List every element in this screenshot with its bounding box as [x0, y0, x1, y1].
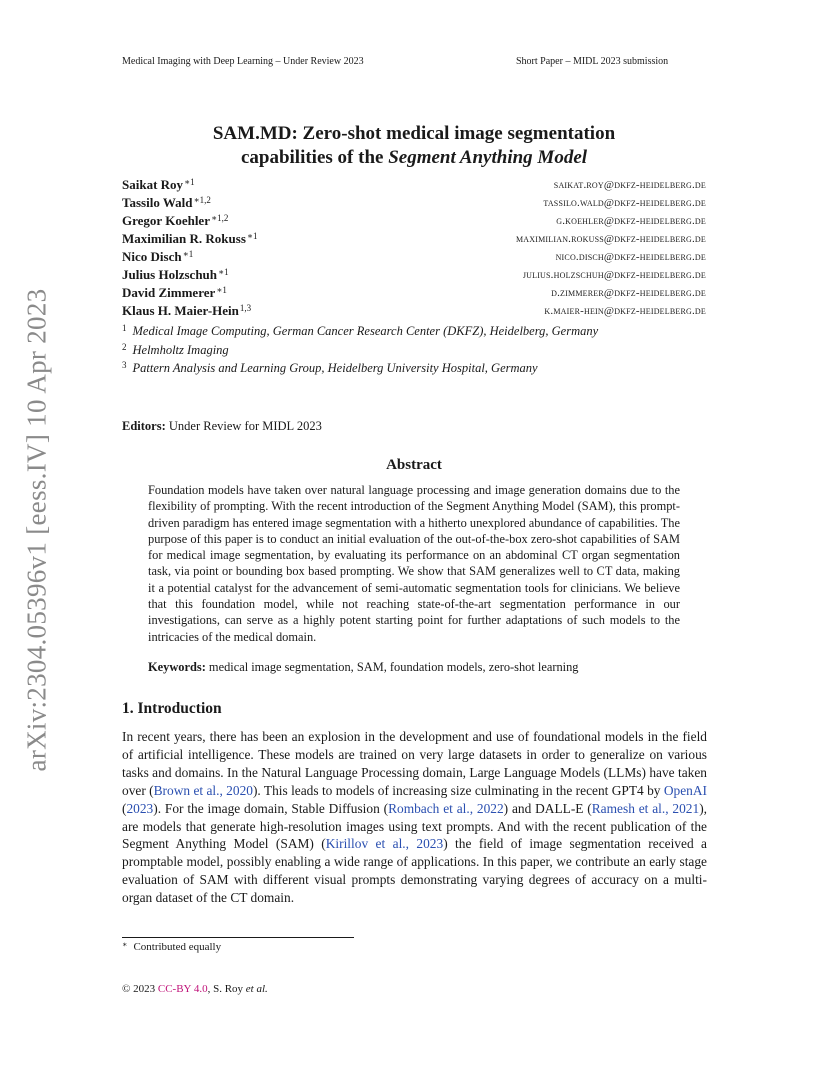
- citation-link[interactable]: Kirillov et al., 2023: [325, 836, 444, 852]
- author-affiliation-marker: ∗1: [182, 249, 194, 259]
- affiliation-text: Pattern Analysis and Learning Group, Heidelberg University Hospital, Germany: [132, 361, 538, 375]
- copyright-suffix: , S. Roy: [207, 983, 246, 995]
- introduction-paragraph: [122, 728, 707, 907]
- author-row: [122, 231, 706, 249]
- author-email[interactable]: maximilian.rokuss@dkfz-heidelberg.de: [515, 233, 706, 245]
- author-row: [122, 249, 706, 267]
- intro-text: ), are models that generate high-resolution images using text prompts. And with the recent publication of the Segment Anything Model (SAM) (: [122, 800, 707, 852]
- author-name: Saikat Roy: [122, 177, 184, 192]
- author-affiliation-marker: 1,3: [239, 303, 252, 313]
- copyright-line: [122, 983, 268, 995]
- footnote-mark: ∗: [122, 940, 128, 949]
- author-row: [122, 303, 706, 321]
- author-affiliation-marker: ∗1: [184, 177, 195, 187]
- author-affiliation-marker: ∗1,2: [193, 195, 211, 205]
- author-row: [122, 195, 706, 213]
- footnote: [122, 940, 221, 953]
- author-name: Gregor Koehler: [122, 213, 210, 228]
- running-header-right: Short Paper – MIDL 2023 submission: [516, 56, 669, 67]
- affiliation: [122, 342, 229, 358]
- running-header-left: Medical Imaging with Deep Learning – Under Review 2023: [122, 56, 364, 67]
- footnote-text: Contributed equally: [133, 941, 222, 953]
- author-name: Julius Holzschuh: [122, 267, 218, 282]
- abstract-text: Foundation models have taken over natural language processing and image generation domains due to the flexibility of prompting. With the recent introduction of the Segment Anything Model (SAM), this prompt-driven paradigm has entered image segmentation with a hitherto unexplored abundance of capabilities. The purpose of this paper is to conduct an initial evaluation of the out-of-the-box zero-shot capabilities of SAM for medical image segmentation, by evaluating its performance on an abdominal CT organ segmentation task, via point or bounding box based prompting. We show that SAM generalizes well to CT data, making it a potential catalyst for the advancement of semi-automatic segmentation tools for clinicians. We believe that this foundation model, while not reaching state-of-the-art segmentation performance in our investigations, can serve as a highly potent starting point for further adaptations of such models to the intricacies of the medical domain.: [148, 483, 680, 644]
- paper-title-line-1: SAM.MD: Zero-shot medical image segmentation: [212, 123, 616, 144]
- copyright-year: 2023: [133, 983, 156, 995]
- editors-line: [122, 419, 322, 434]
- citation-link[interactable]: OpenAI: [663, 782, 707, 798]
- intro-text: ) the field of image segmentation received a promptable model, possibly enabling a wide range of applications. In this paper, we contribute an early stage evaluation of SAM with different visual prompts demonstrating varying degrees of accuracy on a multi-organ dataset of the CT domain.: [122, 836, 707, 906]
- copyright-etal: et al.: [245, 983, 268, 995]
- abstract-heading: Abstract: [386, 457, 442, 473]
- license-link[interactable]: CC-BY 4.0: [157, 983, 208, 995]
- author-email[interactable]: julius.holzschuh@dkfz-heidelberg.de: [522, 269, 706, 281]
- affiliation: [122, 360, 538, 376]
- keywords-text: medical image segmentation, SAM, foundation models, zero-shot learning: [205, 660, 579, 674]
- editors-text: Under Review for MIDL 2023: [165, 419, 322, 433]
- author-email[interactable]: tassilo.wald@dkfz-heidelberg.de: [543, 197, 706, 209]
- author-email[interactable]: d.zimmerer@dkfz-heidelberg.de: [551, 287, 706, 299]
- author-name: David Zimmerer: [122, 285, 216, 300]
- arxiv-identifier-stamp: arXiv:2304.05396v1 [eess.IV] 10 Apr 2023: [21, 288, 52, 772]
- author-affiliation-marker: ∗1: [246, 231, 258, 241]
- author-email[interactable]: k.maier-hein@dkfz-heidelberg.de: [544, 305, 706, 317]
- author-name: Maximilian R. Rokuss: [122, 231, 246, 246]
- author-row: [122, 213, 706, 231]
- author-email[interactable]: saikat.roy@dkfz-heidelberg.de: [553, 179, 706, 191]
- intro-text: ). This leads to models of increasing size culminating in the recent GPT4 by: [252, 782, 664, 798]
- author-row: [122, 177, 706, 195]
- author-row: [122, 267, 706, 285]
- keywords-label: Keywords:: [148, 660, 206, 674]
- author-name: Tassilo Wald: [122, 195, 193, 210]
- citation-link[interactable]: 2023: [126, 800, 154, 816]
- citation-link[interactable]: Ramesh et al., 2021: [591, 800, 700, 816]
- author-name: Nico Disch: [122, 249, 182, 264]
- author-name: Klaus H. Maier-Hein: [122, 303, 239, 318]
- keywords-line: [148, 660, 708, 675]
- title-line-2-prefix: capabilities of the: [240, 147, 389, 168]
- intro-text: ). For the image domain, Stable Diffusion (: [153, 800, 389, 816]
- intro-text: (: [122, 800, 127, 816]
- affiliation-text: Medical Image Computing, German Cancer Research Center (DKFZ), Heidelberg, Germany: [132, 324, 599, 338]
- affiliation: [122, 323, 598, 339]
- affiliation-number: 1: [122, 323, 127, 333]
- title-line-2-italic: Segment Anything Model: [388, 147, 588, 168]
- affiliation-number: 2: [122, 342, 127, 352]
- affiliation-number: 3: [122, 360, 127, 370]
- citation-link[interactable]: Rombach et al., 2022: [388, 800, 504, 816]
- intro-text: ) and DALL-E (: [503, 800, 592, 816]
- affiliation-text: Helmholtz Imaging: [132, 343, 229, 357]
- author-affiliation-marker: ∗1: [216, 285, 227, 295]
- intro-text: In recent years, there has been an explosion in the development and use of foundational models in the field of artificial intelligence. These models are trained on very large datasets in order to generalize on various tasks and domains. In the Natural Language Processing domain, Large Language Models (LLMs) have taken over (: [122, 729, 707, 798]
- citation-link[interactable]: Brown et al., 2020: [153, 782, 253, 798]
- author-email[interactable]: nico.disch@dkfz-heidelberg.de: [555, 251, 706, 263]
- author-affiliation-marker: ∗1,2: [210, 213, 229, 223]
- paper-title-line-2: [122, 145, 706, 170]
- author-affiliation-marker: ∗1: [218, 267, 229, 277]
- copyright-icon: ©: [122, 983, 131, 995]
- footnote-divider: [122, 937, 354, 938]
- author-row: [122, 285, 706, 303]
- section-heading-introduction: 1. Introduction: [122, 700, 222, 717]
- author-email[interactable]: g.koehler@dkfz-heidelberg.de: [556, 215, 706, 227]
- editors-label: Editors:: [122, 419, 166, 433]
